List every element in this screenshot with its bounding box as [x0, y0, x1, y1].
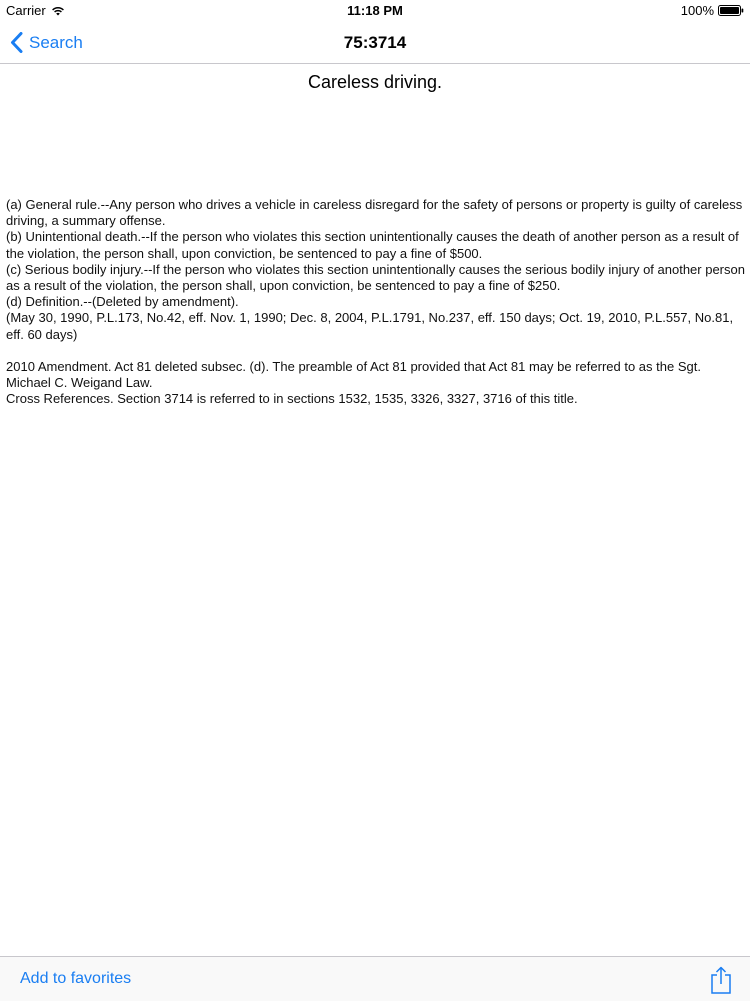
status-time: 11:18 PM	[347, 3, 403, 18]
battery-percent: 100%	[680, 3, 714, 18]
carrier-label: Carrier	[6, 3, 46, 18]
document-title: Careless driving.	[307, 72, 443, 92]
navigation-bar	[0, 22, 750, 64]
bottom-toolbar	[0, 956, 750, 1001]
document-view[interactable]	[0, 64, 750, 956]
section-c: (c) Serious bodily injury.--If the person who violates this section unintentionally causes the serious bodily injury of another person as a result of the violation, the person shall, upon conviction, be sentenced to pay a fine of $250.	[6, 261, 745, 294]
back-button-label: Search	[29, 32, 83, 52]
history-note: (May 30, 1990, P.L.173, No.42, eff. Nov. 1, 1990; Dec. 8, 2004, P.L.1791, No.237, eff. 150 days; Oct. 19, 2010, P.L.557, No.81, eff. 60 days)	[6, 310, 734, 342]
share-icon[interactable]	[710, 966, 732, 994]
add-to-favorites-button[interactable]: Add to favorites	[20, 970, 132, 987]
document-body	[6, 197, 746, 407]
section-a: (a) General rule.--Any person who drives a vehicle in careless disregard for the safety of persons or property is guilty of careless driving, a summary offense.	[6, 197, 743, 229]
battery-icon	[718, 5, 744, 16]
nav-title: 75:3714	[343, 33, 407, 52]
section-d: (d) Definition.--(Deleted by amendment).	[6, 294, 239, 310]
paragraph-gap	[6, 343, 746, 359]
cross-references: Cross References. Section 3714 is referred to in sections 1532, 1535, 3326, 3327, 3716 of this title.	[6, 391, 578, 407]
amendment-note: 2010 Amendment. Act 81 deleted subsec. (d). The preamble of Act 81 provided that Act 81 may be referred to as the Sgt. Michael C. Weigand Law.	[6, 358, 701, 391]
status-bar	[0, 0, 750, 22]
status-right	[681, 3, 744, 18]
section-b: (b) Unintentional death.--If the person who violates this section unintentionally causes the death of another person as a result of the violation, the person shall, upon conviction, be sentenced to pay a fine of $500.	[6, 229, 739, 261]
